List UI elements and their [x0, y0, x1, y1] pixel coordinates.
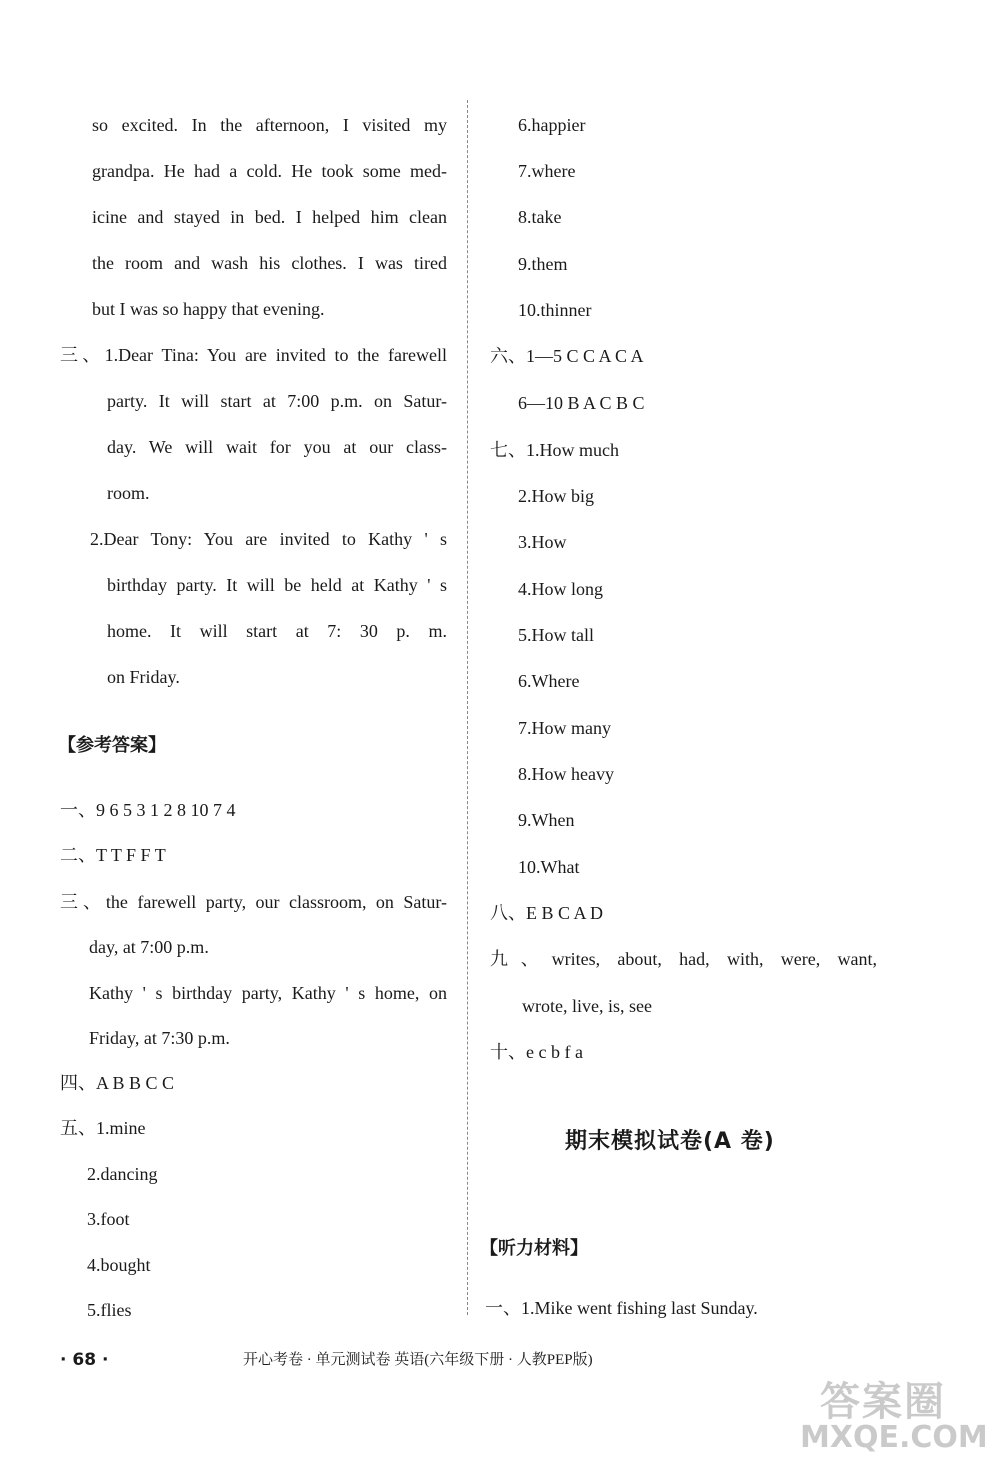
paragraph-line-5: but I was so happy that evening. — [92, 299, 325, 319]
paragraph-line-2: grandpa. He had a cold. He took some med- — [92, 161, 447, 181]
listening-heading: 【听力材料】 — [480, 1238, 588, 1259]
answer-line-5: Kathy ' s birthday party, Kathy ' s home, on — [89, 983, 447, 1003]
page-number: · 68 · — [60, 1350, 109, 1370]
answer-line-9: 2.dancing — [87, 1164, 158, 1184]
right-line-7: 6—10 B A C B C — [518, 393, 645, 413]
answer-line-4: day, at 7:00 p.m. — [89, 937, 209, 957]
answer-line-8: 五、1.mine — [60, 1118, 146, 1138]
answer-line-10: 3.foot — [87, 1209, 130, 1229]
answer-line-12: 5.flies — [87, 1300, 132, 1320]
right-line-6: 六、1—5 C C A C A — [490, 346, 644, 366]
right-line-3: 8.take — [518, 207, 562, 227]
answer-line-1: 一、9 6 5 3 1 2 8 10 7 4 — [60, 800, 236, 820]
right-line-4: 9.them — [518, 254, 568, 274]
right-line-9: 2.How big — [518, 486, 594, 506]
answer-line-11: 4.bought — [87, 1255, 151, 1275]
right-line-10: 3.How — [518, 532, 567, 552]
right-line-5: 10.thinner — [518, 300, 592, 320]
paragraph-line-4: the room and wash his clothes. I was tired — [92, 253, 447, 273]
item-three-line-3: day. We will wait for you at our class- — [107, 437, 447, 457]
item-three-line-7: home. It will start at 7: 30 p. m. — [107, 621, 447, 641]
answer-line-2: 二、T T F F T — [60, 845, 166, 865]
right-line-1: 6.happier — [518, 115, 586, 135]
paragraph-line-1: so excited. In the afternoon, I visited my — [92, 115, 447, 135]
column-divider — [467, 100, 468, 1315]
right-line-17: 10.What — [518, 857, 580, 877]
right-line-20: wrote, live, is, see — [522, 996, 652, 1016]
right-line-16: 9.When — [518, 810, 575, 830]
right-line-18: 八、E B C A D — [490, 903, 604, 923]
right-line-19: 九、writes, about, had, with, were, want, — [490, 949, 877, 969]
right-line-11: 4.How long — [518, 579, 603, 599]
item-three-line-6: birthday party. It will be held at Kathy ' s — [107, 575, 447, 595]
right-line-12: 5.How tall — [518, 625, 594, 645]
watermark — [800, 1370, 990, 1455]
item-three-line-5: 2.Dear Tony: You are invited to Kathy ' s — [90, 529, 447, 549]
right-line-13: 6.Where — [518, 671, 580, 691]
watermark-url: MXQE.COM — [800, 1420, 988, 1455]
section-title: 期末模拟试卷(A 卷) — [565, 1129, 775, 1154]
answers-heading: 【参考答案】 — [58, 735, 166, 756]
item-three-line-4: room. — [107, 483, 150, 503]
right-line-2: 7.where — [518, 161, 576, 181]
right-line-15: 8.How heavy — [518, 764, 614, 784]
answer-line-6: Friday, at 7:30 p.m. — [89, 1028, 230, 1048]
answer-line-7: 四、A B B C C — [60, 1073, 175, 1093]
watermark-logo: 答案圈 — [820, 1379, 946, 1425]
answer-line-3: 三、the farewell party, our classroom, on Satur- — [60, 892, 447, 912]
item-three-line-2: party. It will start at 7:00 p.m. on Satur- — [107, 391, 447, 411]
book-title: 开心考卷 · 单元测试卷 英语(六年级下册 · 人教PEP版) — [243, 1352, 593, 1368]
right-line-21: 十、e c b f a — [490, 1042, 583, 1062]
right-line-8: 七、1.How much — [490, 440, 619, 460]
paragraph-line-3: icine and stayed in bed. I helped him clean — [92, 207, 447, 227]
item-three-line-8: on Friday. — [107, 667, 180, 687]
item-three-line-1: 三、1.Dear Tina: You are invited to the farewell — [60, 345, 447, 365]
right-line-14: 7.How many — [518, 718, 611, 738]
listening-line-1: 一、1.Mike went fishing last Sunday. — [485, 1298, 758, 1318]
